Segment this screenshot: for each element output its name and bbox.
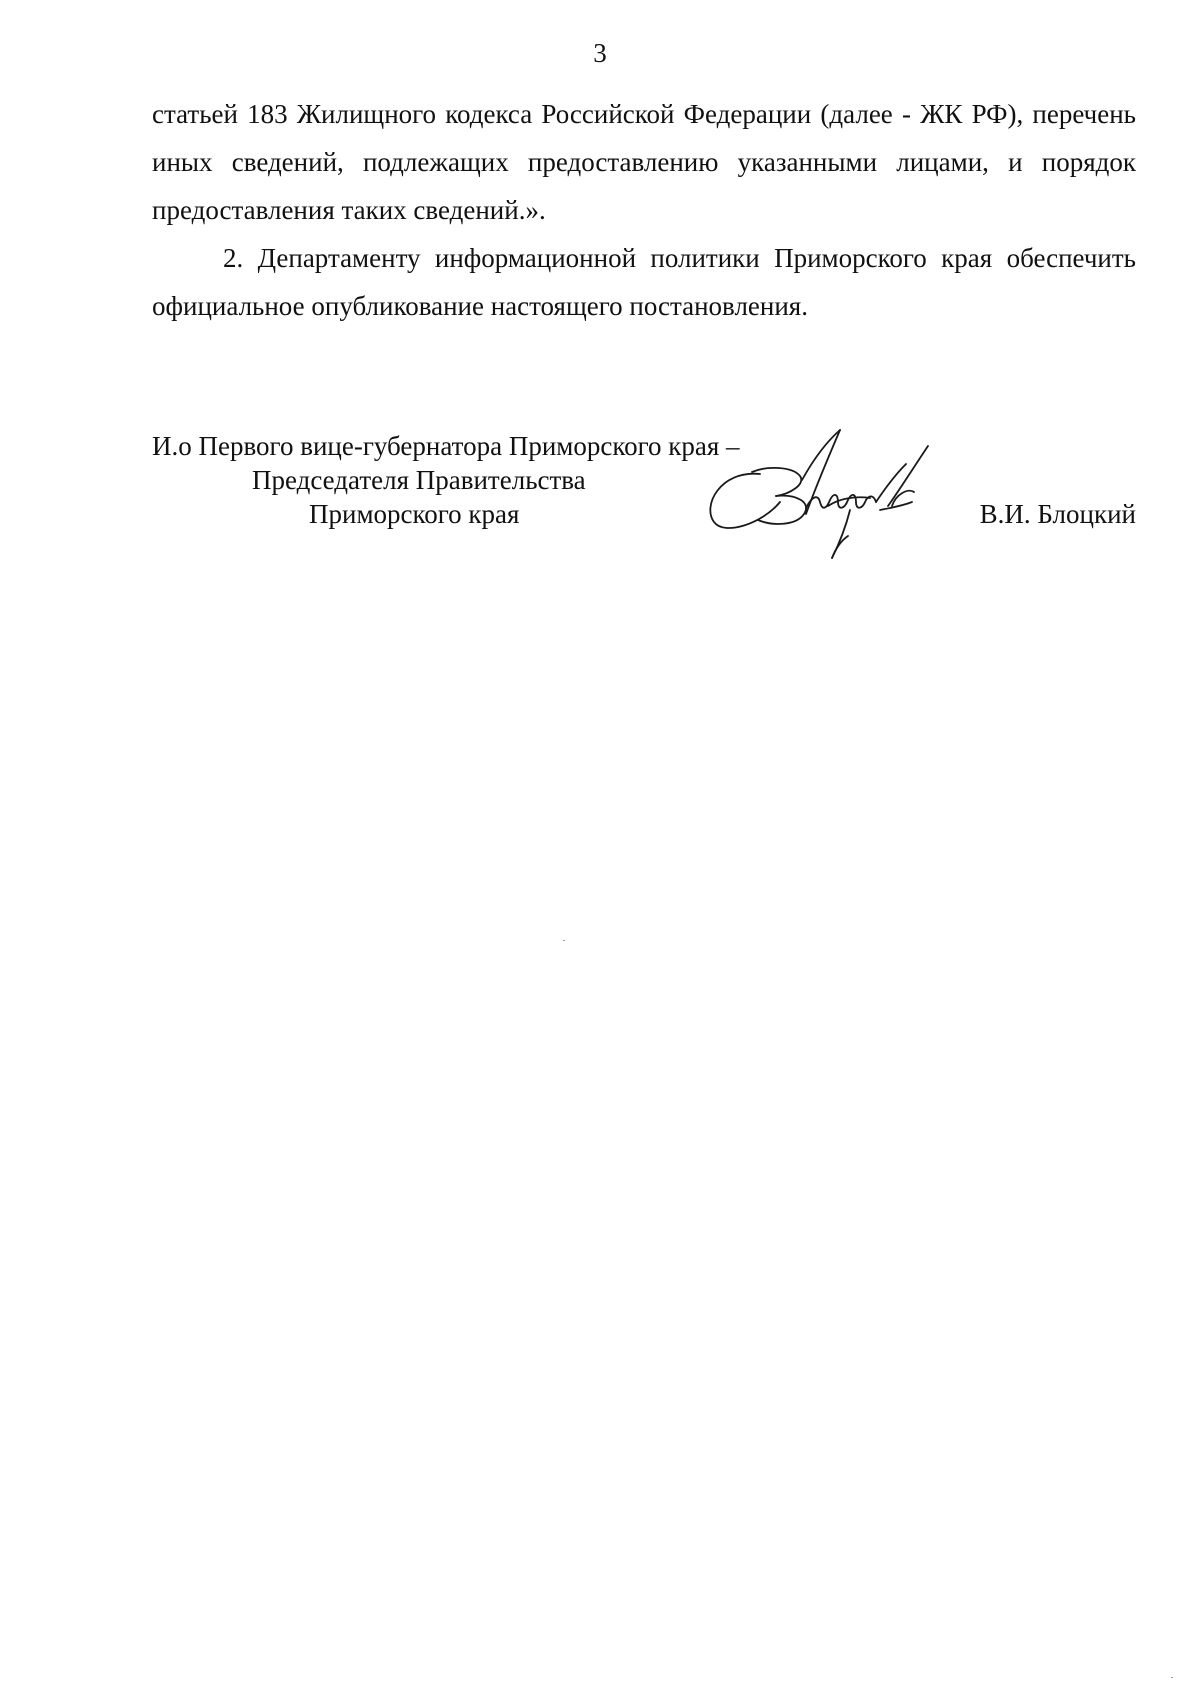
paragraph-item-2	[152, 234, 1136, 330]
page-number: 3	[593, 38, 607, 68]
scan-artifact	[1171, 1677, 1173, 1678]
paragraph-text: статьей 183 Жилищного кодекса Российской Федерации (далее - ЖК РФ), перечень иных сведений, подлежащих предоставлению указанными лицами, и порядок предоставления таких сведений.».	[152, 99, 1136, 225]
signatory-position-line-1: И.о Первого вице-губернатора Приморского края –	[152, 431, 740, 461]
handwritten-signature	[700, 410, 950, 570]
signatory-position-line-2: Председателя Правительства	[252, 465, 586, 495]
signatory-position-line-3: Приморского края	[309, 499, 520, 529]
signature-block	[152, 430, 1136, 590]
paragraph-continuation	[152, 90, 1136, 234]
scan-artifact	[563, 940, 565, 941]
signatory-name: В.И. Блоцкий	[979, 499, 1136, 529]
paragraph-text: 2. Департаменту информационной политики Приморского края обеспечить официальное опубликование настоящего постановления.	[152, 243, 1136, 321]
